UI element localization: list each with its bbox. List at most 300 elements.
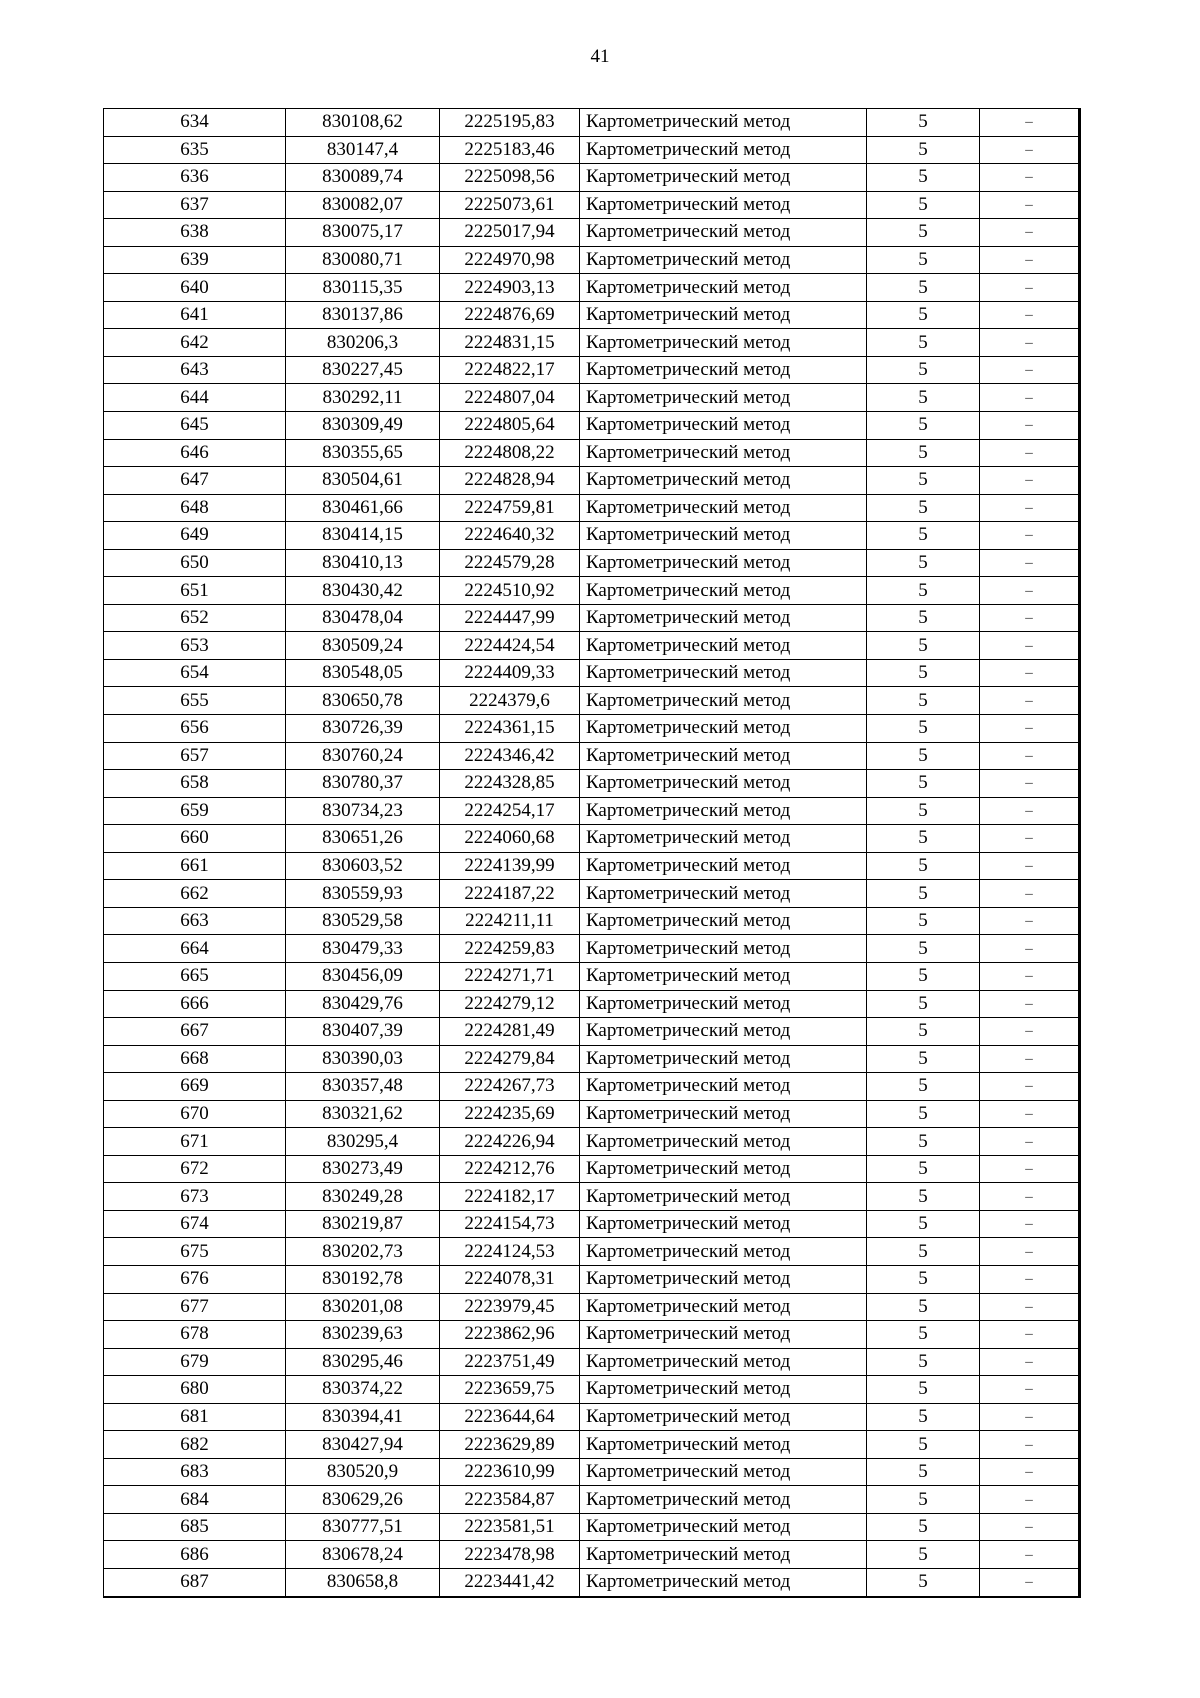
accuracy-cell: 5: [867, 412, 980, 440]
note-cell: –: [980, 742, 1080, 770]
accuracy-cell: 5: [867, 109, 980, 137]
coordinates-table-body: [104, 109, 1080, 1597]
note-cell: –: [980, 604, 1080, 632]
x-coordinate-cell: 830461,66: [286, 494, 440, 522]
x-coordinate-cell: 830355,65: [286, 439, 440, 467]
accuracy-cell: 5: [867, 1265, 980, 1293]
table-row: [104, 1431, 1080, 1459]
table-row: [104, 1568, 1080, 1596]
method-cell: Картометрический метод: [580, 907, 867, 935]
method-cell: Картометрический метод: [580, 715, 867, 743]
x-coordinate-cell: 830227,45: [286, 356, 440, 384]
method-cell: Картометрический метод: [580, 549, 867, 577]
method-cell: Картометрический метод: [580, 770, 867, 798]
note-cell: –: [980, 384, 1080, 412]
note-cell: –: [980, 467, 1080, 495]
note-cell: –: [980, 797, 1080, 825]
point-number-cell: 634: [104, 109, 286, 137]
point-number-cell: 652: [104, 604, 286, 632]
method-cell: Картометрический метод: [580, 1018, 867, 1046]
x-coordinate-cell: 830206,3: [286, 329, 440, 357]
y-coordinate-cell: 2224279,84: [440, 1045, 580, 1073]
method-cell: Картометрический метод: [580, 880, 867, 908]
y-coordinate-cell: 2223751,49: [440, 1348, 580, 1376]
y-coordinate-cell: 2224447,99: [440, 604, 580, 632]
method-cell: Картометрический метод: [580, 825, 867, 853]
x-coordinate-cell: 830651,26: [286, 825, 440, 853]
table-row: [104, 797, 1080, 825]
method-cell: Картометрический метод: [580, 1100, 867, 1128]
y-coordinate-cell: 2224211,11: [440, 907, 580, 935]
note-cell: –: [980, 109, 1080, 137]
x-coordinate-cell: 830075,17: [286, 219, 440, 247]
method-cell: Картометрический метод: [580, 1210, 867, 1238]
x-coordinate-cell: 830780,37: [286, 770, 440, 798]
accuracy-cell: 5: [867, 356, 980, 384]
x-coordinate-cell: 830603,52: [286, 852, 440, 880]
point-number-cell: 660: [104, 825, 286, 853]
y-coordinate-cell: 2224139,99: [440, 852, 580, 880]
y-coordinate-cell: 2224254,17: [440, 797, 580, 825]
accuracy-cell: 5: [867, 494, 980, 522]
accuracy-cell: 5: [867, 907, 980, 935]
method-cell: Картометрический метод: [580, 219, 867, 247]
table-row: [104, 1376, 1080, 1404]
x-coordinate-cell: 830357,48: [286, 1073, 440, 1101]
accuracy-cell: 5: [867, 219, 980, 247]
note-cell: –: [980, 1568, 1080, 1596]
point-number-cell: 659: [104, 797, 286, 825]
accuracy-cell: 5: [867, 1403, 980, 1431]
point-number-cell: 673: [104, 1183, 286, 1211]
point-number-cell: 645: [104, 412, 286, 440]
y-coordinate-cell: 2224510,92: [440, 577, 580, 605]
method-cell: Картометрический метод: [580, 962, 867, 990]
method-cell: Картометрический метод: [580, 1486, 867, 1514]
method-cell: Картометрический метод: [580, 1155, 867, 1183]
method-cell: Картометрический метод: [580, 356, 867, 384]
method-cell: Картометрический метод: [580, 1073, 867, 1101]
y-coordinate-cell: 2223862,96: [440, 1321, 580, 1349]
table-row: [104, 715, 1080, 743]
x-coordinate-cell: 830321,62: [286, 1100, 440, 1128]
table-row: [104, 522, 1080, 550]
method-cell: Картометрический метод: [580, 301, 867, 329]
x-coordinate-cell: 830726,39: [286, 715, 440, 743]
x-coordinate-cell: 830760,24: [286, 742, 440, 770]
y-coordinate-cell: 2224876,69: [440, 301, 580, 329]
method-cell: Картометрический метод: [580, 1293, 867, 1321]
x-coordinate-cell: 830430,42: [286, 577, 440, 605]
y-coordinate-cell: 2223581,51: [440, 1513, 580, 1541]
note-cell: –: [980, 880, 1080, 908]
point-number-cell: 663: [104, 907, 286, 935]
y-coordinate-cell: 2224267,73: [440, 1073, 580, 1101]
y-coordinate-cell: 2224281,49: [440, 1018, 580, 1046]
point-number-cell: 678: [104, 1321, 286, 1349]
table-row: [104, 1541, 1080, 1569]
method-cell: Картометрический метод: [580, 577, 867, 605]
y-coordinate-cell: 2224831,15: [440, 329, 580, 357]
note-cell: –: [980, 962, 1080, 990]
note-cell: –: [980, 659, 1080, 687]
accuracy-cell: 5: [867, 1073, 980, 1101]
x-coordinate-cell: 830777,51: [286, 1513, 440, 1541]
accuracy-cell: 5: [867, 1348, 980, 1376]
point-number-cell: 636: [104, 164, 286, 192]
point-number-cell: 642: [104, 329, 286, 357]
table-row: [104, 687, 1080, 715]
y-coordinate-cell: 2224182,17: [440, 1183, 580, 1211]
note-cell: –: [980, 990, 1080, 1018]
note-cell: –: [980, 1321, 1080, 1349]
y-coordinate-cell: 2224970,98: [440, 246, 580, 274]
table-row: [104, 191, 1080, 219]
x-coordinate-cell: 830202,73: [286, 1238, 440, 1266]
y-coordinate-cell: 2224807,04: [440, 384, 580, 412]
method-cell: Картометрический метод: [580, 1513, 867, 1541]
method-cell: Картометрический метод: [580, 659, 867, 687]
accuracy-cell: 5: [867, 1376, 980, 1404]
accuracy-cell: 5: [867, 577, 980, 605]
accuracy-cell: 5: [867, 301, 980, 329]
note-cell: –: [980, 1128, 1080, 1156]
accuracy-cell: 5: [867, 1321, 980, 1349]
y-coordinate-cell: 2224424,54: [440, 632, 580, 660]
method-cell: Картометрический метод: [580, 935, 867, 963]
note-cell: –: [980, 1045, 1080, 1073]
method-cell: Картометрический метод: [580, 494, 867, 522]
accuracy-cell: 5: [867, 880, 980, 908]
y-coordinate-cell: 2224903,13: [440, 274, 580, 302]
accuracy-cell: 5: [867, 549, 980, 577]
x-coordinate-cell: 830239,63: [286, 1321, 440, 1349]
table-row: [104, 880, 1080, 908]
accuracy-cell: 5: [867, 935, 980, 963]
y-coordinate-cell: 2223441,42: [440, 1568, 580, 1596]
note-cell: –: [980, 494, 1080, 522]
y-coordinate-cell: 2223629,89: [440, 1431, 580, 1459]
method-cell: Картометрический метод: [580, 522, 867, 550]
accuracy-cell: 5: [867, 852, 980, 880]
note-cell: –: [980, 1431, 1080, 1459]
point-number-cell: 679: [104, 1348, 286, 1376]
x-coordinate-cell: 830678,24: [286, 1541, 440, 1569]
note-cell: –: [980, 907, 1080, 935]
method-cell: Картометрический метод: [580, 1128, 867, 1156]
method-cell: Картометрический метод: [580, 1541, 867, 1569]
point-number-cell: 683: [104, 1458, 286, 1486]
method-cell: Картометрический метод: [580, 742, 867, 770]
y-coordinate-cell: 2224828,94: [440, 467, 580, 495]
note-cell: –: [980, 715, 1080, 743]
page-number: 41: [590, 46, 610, 67]
method-cell: Картометрический метод: [580, 164, 867, 192]
note-cell: –: [980, 219, 1080, 247]
accuracy-cell: 5: [867, 632, 980, 660]
note-cell: –: [980, 412, 1080, 440]
table-row: [104, 659, 1080, 687]
table-row: [104, 219, 1080, 247]
table-row: [104, 356, 1080, 384]
table-row: [104, 990, 1080, 1018]
note-cell: –: [980, 1403, 1080, 1431]
table-row: [104, 494, 1080, 522]
x-coordinate-cell: 830479,33: [286, 935, 440, 963]
accuracy-cell: 5: [867, 439, 980, 467]
method-cell: Картометрический метод: [580, 191, 867, 219]
y-coordinate-cell: 2224226,94: [440, 1128, 580, 1156]
note-cell: –: [980, 1155, 1080, 1183]
note-cell: –: [980, 329, 1080, 357]
y-coordinate-cell: 2223644,64: [440, 1403, 580, 1431]
note-cell: –: [980, 852, 1080, 880]
x-coordinate-cell: 830394,41: [286, 1403, 440, 1431]
y-coordinate-cell: 2224060,68: [440, 825, 580, 853]
method-cell: Картометрический метод: [580, 797, 867, 825]
table-row: [104, 1265, 1080, 1293]
note-cell: –: [980, 136, 1080, 164]
note-cell: –: [980, 632, 1080, 660]
table-row: [104, 1155, 1080, 1183]
y-coordinate-cell: 2224271,71: [440, 962, 580, 990]
table-row: [104, 577, 1080, 605]
table-row: [104, 384, 1080, 412]
point-number-cell: 671: [104, 1128, 286, 1156]
method-cell: Картометрический метод: [580, 1431, 867, 1459]
note-cell: –: [980, 1458, 1080, 1486]
table-row: [104, 136, 1080, 164]
x-coordinate-cell: 830509,24: [286, 632, 440, 660]
table-row: [104, 1238, 1080, 1266]
accuracy-cell: 5: [867, 770, 980, 798]
accuracy-cell: 5: [867, 825, 980, 853]
x-coordinate-cell: 830147,4: [286, 136, 440, 164]
note-cell: –: [980, 1183, 1080, 1211]
point-number-cell: 667: [104, 1018, 286, 1046]
accuracy-cell: 5: [867, 797, 980, 825]
accuracy-cell: 5: [867, 715, 980, 743]
accuracy-cell: 5: [867, 522, 980, 550]
note-cell: –: [980, 825, 1080, 853]
accuracy-cell: 5: [867, 1128, 980, 1156]
accuracy-cell: 5: [867, 1183, 980, 1211]
method-cell: Картометрический метод: [580, 852, 867, 880]
table-row: [104, 1128, 1080, 1156]
y-coordinate-cell: 2225183,46: [440, 136, 580, 164]
point-number-cell: 635: [104, 136, 286, 164]
point-number-cell: 669: [104, 1073, 286, 1101]
x-coordinate-cell: 830548,05: [286, 659, 440, 687]
y-coordinate-cell: 2223610,99: [440, 1458, 580, 1486]
table-row: [104, 246, 1080, 274]
accuracy-cell: 5: [867, 1155, 980, 1183]
table-row: [104, 274, 1080, 302]
x-coordinate-cell: 830529,58: [286, 907, 440, 935]
point-number-cell: 668: [104, 1045, 286, 1073]
x-coordinate-cell: 830504,61: [286, 467, 440, 495]
method-cell: Картометрический метод: [580, 1348, 867, 1376]
accuracy-cell: 5: [867, 1045, 980, 1073]
x-coordinate-cell: 830629,26: [286, 1486, 440, 1514]
table-row: [104, 1183, 1080, 1211]
table-row: [104, 109, 1080, 137]
table-row: [104, 1513, 1080, 1541]
point-number-cell: 655: [104, 687, 286, 715]
table-row: [104, 301, 1080, 329]
y-coordinate-cell: 2224078,31: [440, 1265, 580, 1293]
method-cell: Картометрический метод: [580, 329, 867, 357]
note-cell: –: [980, 1293, 1080, 1321]
y-coordinate-cell: 2223979,45: [440, 1293, 580, 1321]
accuracy-cell: 5: [867, 164, 980, 192]
table-row: [104, 1321, 1080, 1349]
point-number-cell: 681: [104, 1403, 286, 1431]
accuracy-cell: 5: [867, 1568, 980, 1596]
table-row: [104, 549, 1080, 577]
table-row: [104, 632, 1080, 660]
point-number-cell: 674: [104, 1210, 286, 1238]
point-number-cell: 638: [104, 219, 286, 247]
y-coordinate-cell: 2223584,87: [440, 1486, 580, 1514]
method-cell: Картометрический метод: [580, 1376, 867, 1404]
note-cell: –: [980, 1376, 1080, 1404]
note-cell: –: [980, 191, 1080, 219]
accuracy-cell: 5: [867, 1458, 980, 1486]
method-cell: Картометрический метод: [580, 632, 867, 660]
y-coordinate-cell: 2224279,12: [440, 990, 580, 1018]
x-coordinate-cell: 830273,49: [286, 1155, 440, 1183]
point-number-cell: 650: [104, 549, 286, 577]
table-row: [104, 164, 1080, 192]
accuracy-cell: 5: [867, 384, 980, 412]
accuracy-cell: 5: [867, 1018, 980, 1046]
accuracy-cell: 5: [867, 274, 980, 302]
accuracy-cell: 5: [867, 990, 980, 1018]
accuracy-cell: 5: [867, 604, 980, 632]
method-cell: Картометрический метод: [580, 384, 867, 412]
x-coordinate-cell: 830219,87: [286, 1210, 440, 1238]
point-number-cell: 653: [104, 632, 286, 660]
note-cell: –: [980, 301, 1080, 329]
note-cell: –: [980, 274, 1080, 302]
point-number-cell: 641: [104, 301, 286, 329]
accuracy-cell: 5: [867, 246, 980, 274]
x-coordinate-cell: 830115,35: [286, 274, 440, 302]
accuracy-cell: 5: [867, 191, 980, 219]
y-coordinate-cell: 2223659,75: [440, 1376, 580, 1404]
accuracy-cell: 5: [867, 1513, 980, 1541]
point-number-cell: 665: [104, 962, 286, 990]
note-cell: –: [980, 770, 1080, 798]
x-coordinate-cell: 830559,93: [286, 880, 440, 908]
y-coordinate-cell: 2224805,64: [440, 412, 580, 440]
table-row: [104, 852, 1080, 880]
y-coordinate-cell: 2224579,28: [440, 549, 580, 577]
note-cell: –: [980, 1018, 1080, 1046]
point-number-cell: 672: [104, 1155, 286, 1183]
table-row: [104, 1486, 1080, 1514]
table-row: [104, 825, 1080, 853]
accuracy-cell: 5: [867, 467, 980, 495]
table-row: [104, 1210, 1080, 1238]
note-cell: –: [980, 1073, 1080, 1101]
point-number-cell: 664: [104, 935, 286, 963]
method-cell: Картометрический метод: [580, 604, 867, 632]
table-row: [104, 770, 1080, 798]
accuracy-cell: 5: [867, 742, 980, 770]
x-coordinate-cell: 830201,08: [286, 1293, 440, 1321]
x-coordinate-cell: 830478,04: [286, 604, 440, 632]
x-coordinate-cell: 830658,8: [286, 1568, 440, 1596]
note-cell: –: [980, 1265, 1080, 1293]
accuracy-cell: 5: [867, 329, 980, 357]
note-cell: –: [980, 522, 1080, 550]
y-coordinate-cell: 2224361,15: [440, 715, 580, 743]
method-cell: Картометрический метод: [580, 1568, 867, 1596]
x-coordinate-cell: 830082,07: [286, 191, 440, 219]
y-coordinate-cell: 2224759,81: [440, 494, 580, 522]
method-cell: Картометрический метод: [580, 1045, 867, 1073]
method-cell: Картометрический метод: [580, 1183, 867, 1211]
method-cell: Картометрический метод: [580, 1321, 867, 1349]
table-row: [104, 412, 1080, 440]
table-row: [104, 907, 1080, 935]
note-cell: –: [980, 164, 1080, 192]
table-row: [104, 604, 1080, 632]
x-coordinate-cell: 830429,76: [286, 990, 440, 1018]
y-coordinate-cell: 2225195,83: [440, 109, 580, 137]
table-row: [104, 742, 1080, 770]
x-coordinate-cell: 830650,78: [286, 687, 440, 715]
x-coordinate-cell: 830390,03: [286, 1045, 440, 1073]
point-number-cell: 685: [104, 1513, 286, 1541]
note-cell: –: [980, 439, 1080, 467]
x-coordinate-cell: 830295,46: [286, 1348, 440, 1376]
point-number-cell: 684: [104, 1486, 286, 1514]
point-number-cell: 647: [104, 467, 286, 495]
table-row: [104, 1045, 1080, 1073]
table-row: [104, 1403, 1080, 1431]
accuracy-cell: 5: [867, 687, 980, 715]
point-number-cell: 644: [104, 384, 286, 412]
method-cell: Картометрический метод: [580, 1265, 867, 1293]
table-row: [104, 1348, 1080, 1376]
table-row: [104, 962, 1080, 990]
x-coordinate-cell: 830734,23: [286, 797, 440, 825]
method-cell: Картометрический метод: [580, 109, 867, 137]
note-cell: –: [980, 1541, 1080, 1569]
point-number-cell: 686: [104, 1541, 286, 1569]
method-cell: Картометрический метод: [580, 467, 867, 495]
x-coordinate-cell: 830137,86: [286, 301, 440, 329]
table-row: [104, 1458, 1080, 1486]
x-coordinate-cell: 830410,13: [286, 549, 440, 577]
y-coordinate-cell: 2224187,22: [440, 880, 580, 908]
x-coordinate-cell: 830309,49: [286, 412, 440, 440]
accuracy-cell: 5: [867, 1238, 980, 1266]
x-coordinate-cell: 830089,74: [286, 164, 440, 192]
table-row: [104, 1073, 1080, 1101]
method-cell: Картометрический метод: [580, 1238, 867, 1266]
x-coordinate-cell: 830374,22: [286, 1376, 440, 1404]
note-cell: –: [980, 549, 1080, 577]
accuracy-cell: 5: [867, 1431, 980, 1459]
accuracy-cell: 5: [867, 1100, 980, 1128]
point-number-cell: 658: [104, 770, 286, 798]
point-number-cell: 670: [104, 1100, 286, 1128]
method-cell: Картометрический метод: [580, 274, 867, 302]
